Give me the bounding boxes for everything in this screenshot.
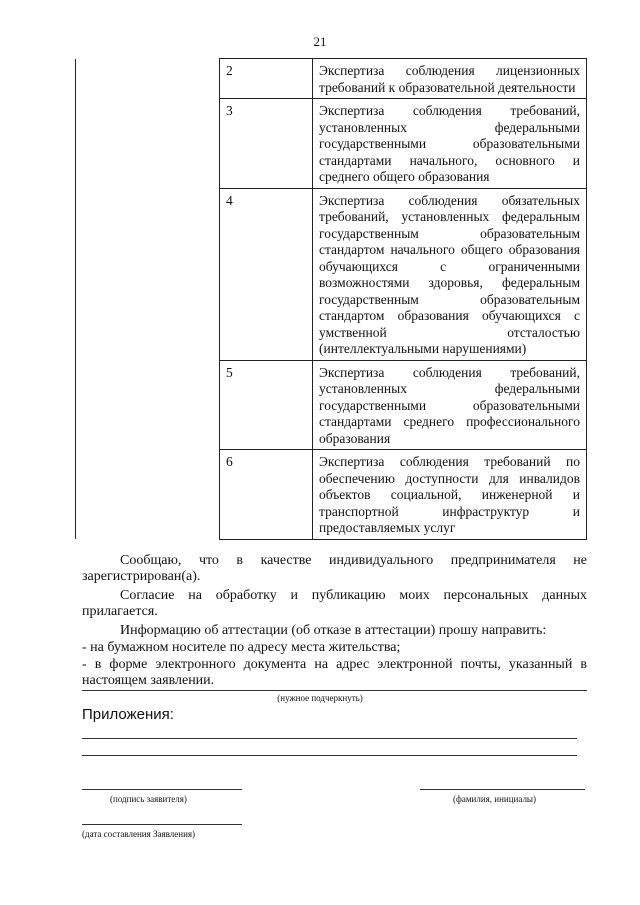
table-row bbox=[76, 59, 587, 99]
table-cell-empty bbox=[76, 59, 220, 99]
table-cell-empty bbox=[76, 188, 220, 360]
table-row bbox=[76, 188, 587, 360]
row-number: 2 bbox=[220, 59, 313, 99]
row-text: Экспертиза соблюдения требований, установленных федеральными государственными образовательными стандартами среднего профессионального образования bbox=[313, 360, 587, 450]
table-row bbox=[76, 360, 587, 450]
underline-note: (нужное подчеркнуть) bbox=[277, 693, 363, 703]
name-line bbox=[420, 789, 585, 790]
consent-statement: Согласие на обработку и публикацию моих персональных данных прилагается. bbox=[82, 588, 587, 619]
date-line bbox=[82, 824, 242, 825]
page-number: 21 bbox=[313, 34, 327, 49]
table-row bbox=[76, 99, 587, 189]
entrepreneur-statement: Сообщаю, что в качестве индивидуального предпринимателя не зарегистрирован(а). bbox=[82, 553, 587, 584]
table-cell-empty bbox=[76, 360, 220, 450]
option-paper: - на бумажном носителе по адресу места жительства; bbox=[82, 640, 401, 655]
row-text: Экспертиза соблюдения обязательных требований, установленных федеральным государственным образовательным стандартом начального общего образования обучающихся с ограниченными возможностями здоровья, федеральным государственным образовательным стандартом образования обучающихся с умственной отсталостью (интеллектуальными нарушениями) bbox=[313, 188, 587, 360]
attachments-label: Приложения: bbox=[82, 706, 174, 723]
row-text: Экспертиза соблюдения требований, установленных федеральными государственными образовательными стандартами начального, основного и среднего общего образования bbox=[313, 99, 587, 189]
row-text: Экспертиза соблюдения лицензионных требований к образовательной деятельности bbox=[313, 59, 587, 99]
date-caption: (дата составления Заявления) bbox=[82, 829, 196, 839]
row-number: 4 bbox=[220, 188, 313, 360]
attachments-line bbox=[82, 738, 577, 739]
row-number: 3 bbox=[220, 99, 313, 189]
attachments-line bbox=[82, 755, 577, 756]
row-text: Экспертиза соблюдения требований по обеспечению доступности для инвалидов объектов социальной, инженерной и транспортной инфраструктур и предоставляемых услуг bbox=[313, 450, 587, 540]
row-number: 6 bbox=[220, 450, 313, 540]
expertise-table bbox=[75, 58, 587, 540]
signature-line bbox=[82, 789, 242, 790]
name-caption: (фамилия, инициалы) bbox=[453, 794, 536, 804]
underline-rule bbox=[82, 690, 587, 691]
table-cell-empty bbox=[76, 450, 220, 540]
row-number: 5 bbox=[220, 360, 313, 450]
info-request: Информацию об аттестации (об отказе в аттестации) прошу направить: bbox=[120, 623, 547, 638]
option-email: - в форме электронного документа на адрес электронной почты, указанный в настоящем заявлении. bbox=[82, 657, 587, 688]
table-cell-empty bbox=[76, 99, 220, 189]
signature-caption: (подпись заявителя) bbox=[110, 794, 187, 804]
table-row bbox=[76, 450, 587, 540]
